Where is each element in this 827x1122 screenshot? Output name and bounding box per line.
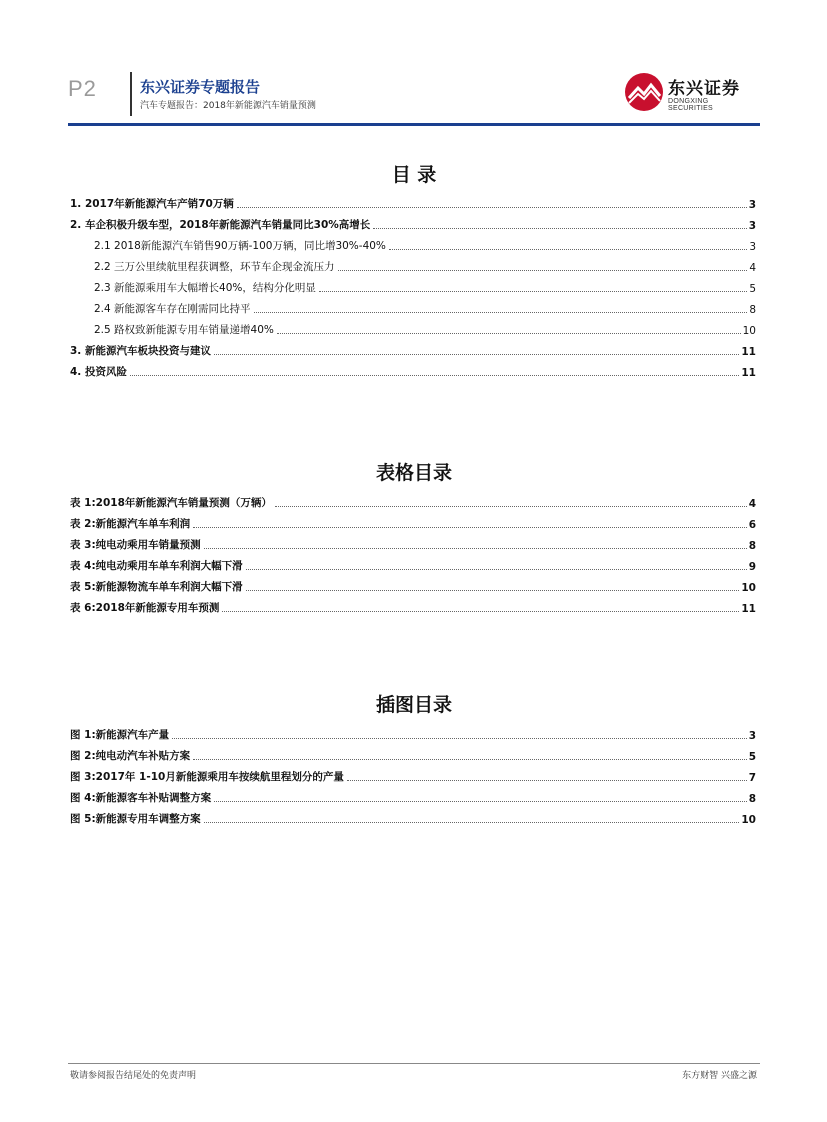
toc-entry[interactable] xyxy=(70,510,756,531)
toc-entry-text: 2.3 新能源乘用车大幅增长40%，结构分化明显 xyxy=(94,282,316,294)
disclaimer-note: 敬请参阅报告结尾处的免责声明 xyxy=(70,1071,197,1081)
toc-entry-page: 11 xyxy=(741,367,756,379)
footer-slogan: 东方财智 兴盛之源 xyxy=(682,1071,757,1081)
toc-entry[interactable] xyxy=(70,742,756,763)
toc-entry-text: 1. 2017年新能源汽车产销70万辆 xyxy=(70,198,234,210)
toc-entry[interactable] xyxy=(70,489,756,510)
toc-leader-dots xyxy=(275,506,747,507)
toc-entry-text: 图 4:新能源客车补贴调整方案 xyxy=(70,792,212,804)
toc-entry[interactable] xyxy=(70,573,756,594)
toc-leader-dots xyxy=(254,312,748,313)
toc-entry-text: 2.2 三万公里续航里程获调整，环节车企现金流压力 xyxy=(94,261,335,273)
figures-toc-list xyxy=(70,721,756,826)
footer-rule xyxy=(68,1063,760,1064)
toc-entry[interactable] xyxy=(70,274,756,295)
toc-entry-text: 3. 新能源汽车板块投资与建议 xyxy=(70,345,211,357)
toc-entry[interactable] xyxy=(70,253,756,274)
toc-entry-page: 10 xyxy=(742,325,756,337)
toc-leader-dots xyxy=(204,548,747,549)
logo-text-en: DONGXING SECURITIES xyxy=(668,98,714,112)
tables-toc-title: 表格目录 xyxy=(375,462,452,484)
toc-entry-page: 4 xyxy=(749,262,756,274)
toc-entry-page: 3 xyxy=(748,220,756,232)
toc-entry[interactable] xyxy=(70,805,756,826)
toc-leader-dots xyxy=(338,270,748,271)
toc-entry-text: 表 4:纯电动乘用车单车利润大幅下滑 xyxy=(70,560,243,572)
toc-entry-text: 2. 车企积极升级车型，2018年新能源汽车销量同比30%高增长 xyxy=(70,219,371,231)
toc-entry-page: 4 xyxy=(748,498,756,510)
toc-entry-text: 表 2:新能源汽车单车利润 xyxy=(70,518,191,530)
toc-entry[interactable] xyxy=(70,531,756,552)
toc-entry[interactable] xyxy=(70,594,756,615)
toc-entry-page: 9 xyxy=(748,561,756,573)
toc-entry-page: 11 xyxy=(741,603,756,615)
report-title: 东兴证券专题报告 xyxy=(140,78,261,96)
toc-leader-dots xyxy=(204,822,740,823)
toc-entry-page: 5 xyxy=(748,751,756,763)
toc-leader-dots xyxy=(277,333,741,334)
company-logo xyxy=(624,68,754,116)
dongxing-logo-icon xyxy=(624,72,664,112)
toc-entry-text: 表 1:2018年新能源汽车销量预测（万辆） xyxy=(70,497,272,509)
toc-leader-dots xyxy=(222,611,739,612)
toc-leader-dots xyxy=(319,291,747,292)
toc-entry-page: 7 xyxy=(748,772,756,784)
toc-entry-page: 3 xyxy=(749,241,756,253)
toc-entry-page: 3 xyxy=(748,730,756,742)
toc-entry-text: 图 2:纯电动汽车补贴方案 xyxy=(70,750,191,762)
toc-leader-dots xyxy=(373,228,746,229)
toc-entry-page: 8 xyxy=(749,304,756,316)
toc-entry[interactable] xyxy=(70,552,756,573)
toc-leader-dots xyxy=(347,780,747,781)
toc-leader-dots xyxy=(172,738,747,739)
toc-entry-page: 6 xyxy=(748,519,756,531)
toc-entry[interactable] xyxy=(70,211,756,232)
toc-leader-dots xyxy=(130,375,739,376)
toc-entry-page: 8 xyxy=(748,793,756,805)
header-rule xyxy=(68,123,760,126)
toc-entry[interactable] xyxy=(70,337,756,358)
logo-text-cn: 东兴证券 xyxy=(668,79,740,99)
toc-entry[interactable] xyxy=(70,763,756,784)
toc-entry-text: 图 5:新能源专用车调整方案 xyxy=(70,813,201,825)
toc-entry-page: 3 xyxy=(748,199,756,211)
toc-entry-page: 10 xyxy=(741,582,756,594)
toc-entry-page: 11 xyxy=(741,346,756,358)
toc-entry[interactable] xyxy=(70,295,756,316)
page-header xyxy=(68,68,760,128)
toc-leader-dots xyxy=(214,801,747,802)
toc-entry-text: 图 1:新能源汽车产量 xyxy=(70,729,170,741)
toc-leader-dots xyxy=(246,590,740,591)
toc-entry-text: 图 3:2017年 1-10月新能源乘用车按续航里程划分的产量 xyxy=(70,771,344,783)
toc-entry[interactable] xyxy=(70,784,756,805)
toc-entry-text: 表 3:纯电动乘用车销量预测 xyxy=(70,539,201,551)
toc-leader-dots xyxy=(246,569,747,570)
report-subtitle: 汽车专题报告：2018年新能源汽车销量预测 xyxy=(140,101,316,111)
tables-toc-list xyxy=(70,489,756,615)
toc-entry-page: 8 xyxy=(748,540,756,552)
toc-leader-dots xyxy=(237,207,747,208)
toc-leader-dots xyxy=(193,759,747,760)
toc-leader-dots xyxy=(193,527,747,528)
toc-entry-text: 2.4 新能源客车存在刚需同比持平 xyxy=(94,303,251,315)
header-divider xyxy=(130,72,132,116)
toc-entry-text: 2.5 路权致新能源专用车销量递增40% xyxy=(94,324,274,336)
toc-entry-text: 表 5:新能源物流车单车利润大幅下滑 xyxy=(70,581,243,593)
toc-entry-page: 10 xyxy=(741,814,756,826)
figures-toc-title: 插图目录 xyxy=(375,694,452,716)
toc-entry-text: 4. 投资风险 xyxy=(70,366,127,378)
toc-entry[interactable] xyxy=(70,190,756,211)
toc-entry[interactable] xyxy=(70,232,756,253)
toc-entry-text: 表 6:2018年新能源专用车预测 xyxy=(70,602,220,614)
toc-leader-dots xyxy=(389,249,747,250)
page-number: P2 xyxy=(68,76,97,101)
toc-entry-page: 5 xyxy=(749,283,756,295)
toc-title: 目 录 xyxy=(391,164,437,186)
toc-entry-text: 2.1 2018新能源汽车销售90万辆-100万辆，同比增30%-40% xyxy=(94,240,386,252)
toc-entry[interactable] xyxy=(70,721,756,742)
toc-entry[interactable] xyxy=(70,358,756,379)
toc-list xyxy=(70,190,756,379)
toc-leader-dots xyxy=(214,354,739,355)
toc-entry[interactable] xyxy=(70,316,756,337)
